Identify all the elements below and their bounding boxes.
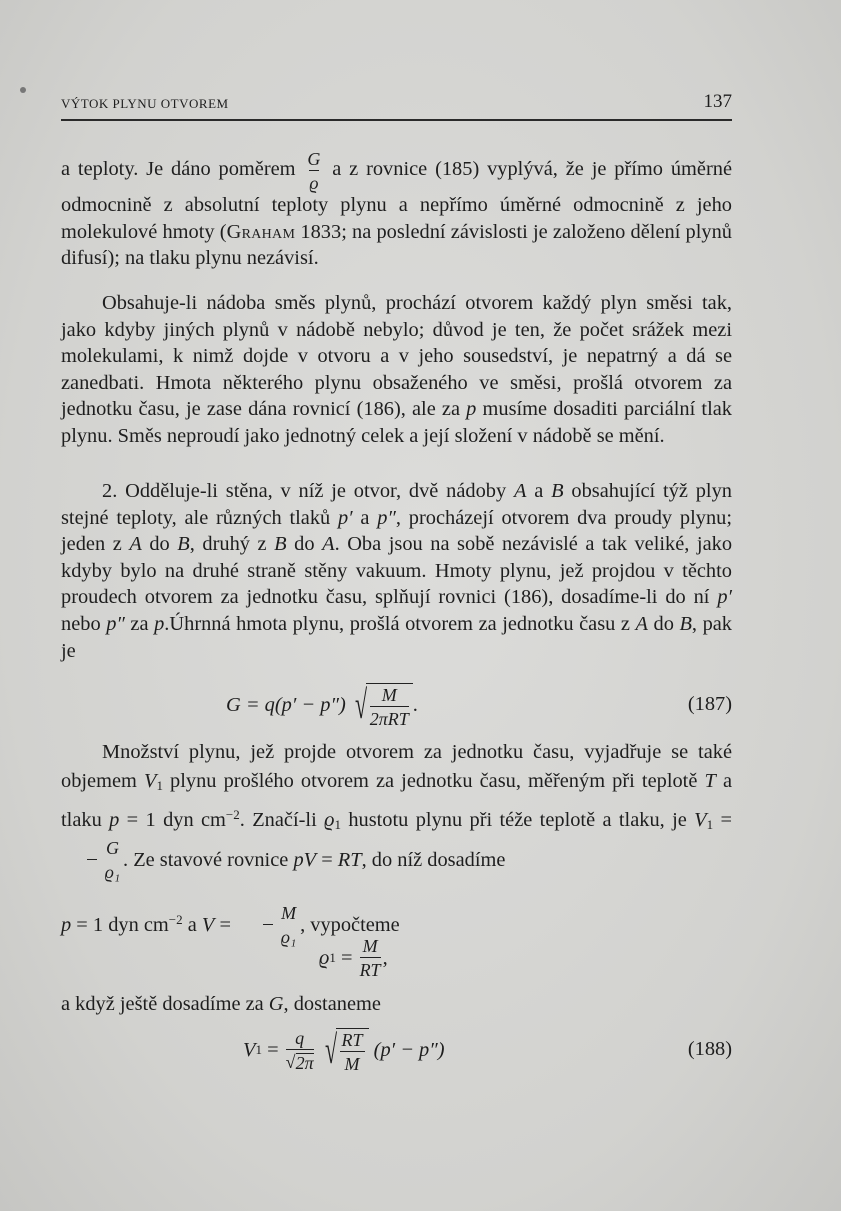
equation-number: (187) — [687, 693, 732, 715]
fraction-m-over-rho1: $\frac{M}{\text{ϱ₁}}$ — [238, 904, 298, 946]
equation-187: G = q(p′ − p″) √ $\frac{M}{\text{2πRT}}$ . (187) — [226, 681, 732, 729]
page-number: 137 — [703, 91, 732, 112]
equation-188: V 1 = q √ 2π √ $\frac{RT}{M}$ (p′ − p″) (188) — [243, 1026, 732, 1074]
fraction-g-over-rho1: $\frac{G}{\text{ϱ₁}}$ — [63, 839, 121, 881]
paragraph-5: a když ještě dosadíme za G, dostaneme — [61, 993, 381, 1015]
square-root: √ 2π — [285, 1051, 314, 1073]
paragraph-4: Množství plynu, jež projde otvorem za jednotku času, vyjadřuje se také objemem $V_1$ plynu prošlého otvorem za jednotku času, měřeným při teplotě T a tlaku p = 1 dyn $cm^{-2}$. Značí-li $ϱ_1$ hustotu plynu při téže teplotě a tlaku, je $V_1$ = $\frac{G}{\text{ϱ₁}}$ . Ze stavové rovnice pV = RT, do níž dosadíme p = 1 dyn $cm^{-2}$ a V = $\frac{M}{\text{ϱ₁}}$ , vypočteme — [61, 741, 732, 947]
fraction-g-over-rho: $\frac{G}{ϱ}$ — [307, 149, 321, 193]
page-speck — [20, 87, 26, 93]
paragraph-1: a teploty. Je dáno poměrem $\frac{G}{ϱ}$ a z rovnice (185) vyplývá, že je přímo úměrné odmocnině z absolutní teploty plynu a nepřímo úměrné odmocnině z jeho molekulové hmoty (Graham 1833; na poslední závislosti je založeno dělení plynů difusí); na tlaku plynu nezávisí. — [61, 149, 732, 270]
equation-rho1: ϱ 1 = $\frac{M}{RT}$ , — [319, 936, 388, 980]
running-title: VÝTOK PLYNU OTVOREM — [61, 96, 229, 111]
paragraph-2: Obsahuje-li nádoba směs plynů, prochází otvorem každý plyn směsi tak, jako kdyby jiných plynů v nádobě nebylo; důvod je ten, že počet srážek mezi molekulami, k nimž dojde v otvoru a v jeho sousedství, je nepatrný a dá se zanedbati. Hmota některého plynu obsaženého ve směsi, prošlá otvorem za jednotku času, je zase dána rovnicí (186), ale za p musíme dosaditi parciální tlak plynu. Směs neproudí jako jednotný celek a její složení v nádobě se mění. — [61, 292, 732, 447]
header-rule — [61, 119, 732, 121]
author-name: Graham — [226, 220, 296, 243]
paragraph-3: 2. Odděluje-li stěna, v níž je otvor, dvě nádoby A a B obsahující týž plyn stejné teploty, ale různých tlaků p′ a p″, procházejí otvorem dva proudy plynu; jeden z A do B, druhý z B do A. Oba jsou na sobě nezávislé a tak veliké, jako kdyby bylo na druhé straně stěny vakuum. Hmoty plynu, jež projdou v těchto proudech otvorem za jednotku času, splňují rovnici (186), dosadíme-li do ní p′ nebo p″ za p.Úhrnná hmota plynu, prošlá otvorem za jednotku času z A do B, pak je — [61, 480, 733, 662]
square-root: √ $\frac{RT}{M}$ — [320, 1028, 369, 1073]
square-root: √ $\frac{M}{\text{2πRT}}$ — [350, 683, 413, 728]
equation-number: (188) — [687, 1038, 732, 1060]
